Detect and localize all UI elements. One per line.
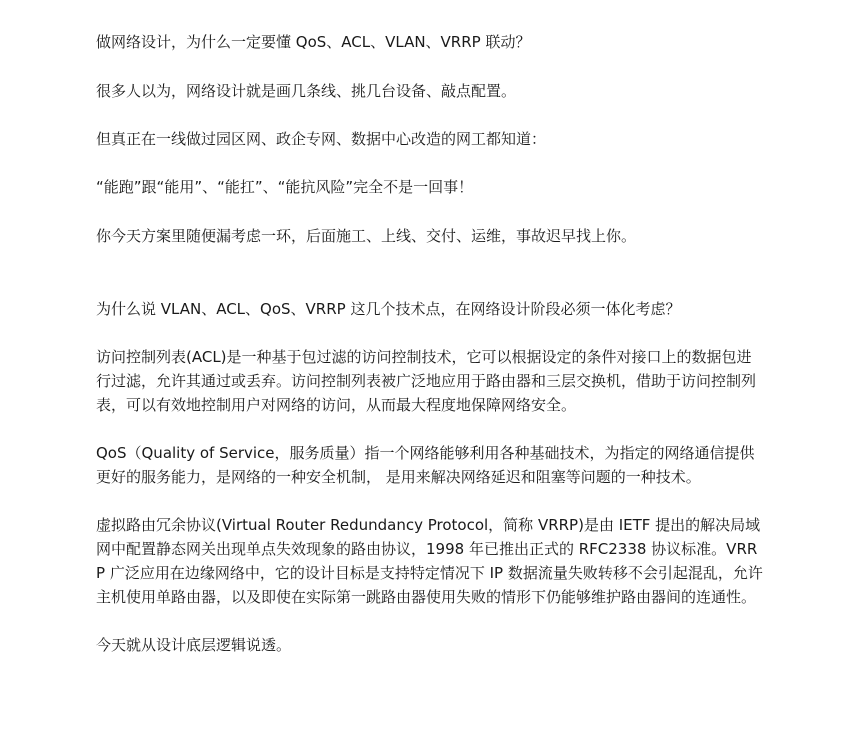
paragraph-vrrp-definition: 虚拟路由冗余协议(Virtual Router Redundancy Protocol，简称 VRRP)是由 IETF 提出的解决局域网中配置静态网关出现单点失效现象的路由协议，1998 年已推出正式的 RFC2338 协议标准。VRRP 广泛应用在边缘网络中，它的设计目标是支持特定情况下 IP 数据流量失败转移不会引起混乱，允许主机使用单路由器，以及即使在实际第一跳路由器使用失败的情形下仍能够维护路由器间的连通性。	[96, 516, 763, 606]
paragraph-qos-definition: QoS（Quality of Service，服务质量）指一个网络能够利用各种基础技术，为指定的网络通信提供更好的服务能力，是网络的一种安全机制， 是用来解决网络延迟和阻塞等问题的一种技术。	[96, 444, 755, 486]
article-body	[96, 30, 766, 657]
paragraph-common-misconception: 很多人以为，网络设计就是画几条线、挑几台设备、敲点配置。	[96, 82, 517, 100]
paragraph-closing: 今天就从设计底层逻辑说透。	[96, 636, 292, 654]
paragraph-title-question: 做网络设计，为什么一定要懂 QoS、ACL、VLAN、VRRP 联动？	[96, 33, 531, 51]
paragraph-why-integrated: 为什么说 VLAN、ACL、QoS、VRRP 这几个技术点，在网络设计阶段必须一体化考虑？	[96, 300, 681, 318]
paragraph-run-vs-use: “能跑”跟“能用”、“能扛”、“能抗风险”完全不是一回事！	[96, 178, 474, 196]
paragraph-accident-warning: 你今天方案里随便漏考虑一环，后面施工、上线、交付、运维，事故迟早找上你。	[96, 227, 637, 245]
paragraph-frontline-engineers: 但真正在一线做过园区网、政企专网、数据中心改造的网工都知道：	[96, 130, 547, 148]
paragraph-acl-definition: 访问控制列表(ACL)是一种基于包过滤的访问控制技术，它可以根据设定的条件对接口上的数据包进行过滤，允许其通过或丢弃。访问控制列表被广泛地应用于路由器和三层交换机，借助于访问控制列表，可以有效地控制用户对网络的访问，从而最大程度地保障网络安全。	[96, 348, 757, 414]
